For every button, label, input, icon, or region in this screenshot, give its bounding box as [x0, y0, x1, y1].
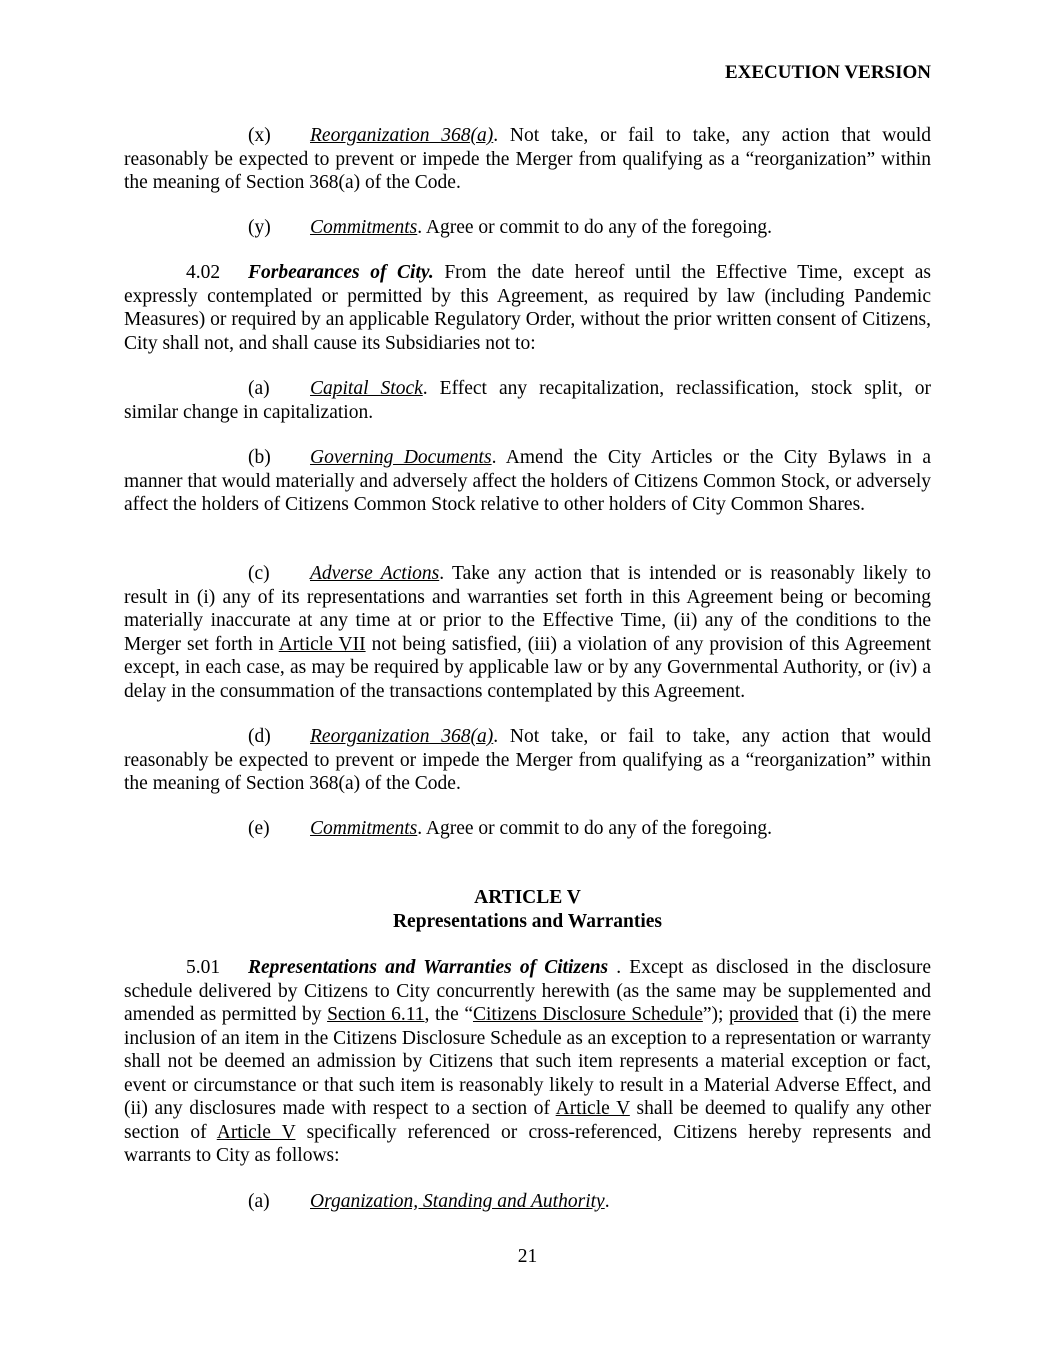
clause-b: (b) Governing Documents. Amend the City Articles or the City Bylaws in a manner that would materially and adversely affect the holders of Citizens Common Stock, or adversely affect the holders of Citizens Common Stock relative to other holders of City Common Shares. — [124, 447, 931, 515]
clause-5-01-a: (a) Organization, Standing and Authority. — [248, 1191, 610, 1212]
clause-heading: Organization, Standing and Authority — [310, 1191, 605, 1212]
clause-y: (y) Commitments. Agree or commit to do any of the foregoing. — [248, 217, 772, 238]
clause-heading: Capital Stock — [310, 378, 423, 399]
clause-heading: Commitments — [310, 818, 418, 839]
clause-d: (d) Reorganization 368(a). Not take, or fail to take, any action that would reasonably be expected to prevent or impede the Merger from qualifying as a “reorganization” within the meaning of Section 368(a) of the Code. — [124, 726, 931, 794]
clause-heading: Reorganization 368(a) — [310, 125, 494, 146]
provided-term: provided — [729, 1004, 799, 1025]
section-heading: Representations and Warranties of Citizens — [248, 957, 609, 978]
clause-e: (e) Commitments. Agree or commit to do any of the foregoing. — [248, 818, 772, 839]
article-subtitle: Representations and Warranties — [392, 910, 663, 932]
article-title: ARTICLE V — [474, 887, 581, 908]
section-4-02: 4.02 Forbearances of City. From the date hereof until the Effective Time, except as expressly contemplated or permitted by this Agreement, as required by law (including Pandemic Measures) or required by an applicable Regulatory Order, without the prior written consent of Citizens, City shall not, and shall cause its Subsidiaries not to: — [124, 262, 931, 354]
clause-c: (c) Adverse Actions. Take any action that is intended or is reasonably likely to result in (i) any of its representations and warranties set forth in this Agreement being or becoming materially inaccurate at any time at or prior to the Effective Time, (ii) any of the conditions to the Merger set forth in Article VII not being satisfied, (iii) a violation of any provision of this Agreement except, in each case, as may be required by applicable law or by any Governmental Authority, or (iv) a delay in the consummation of the transactions contemplated by this Agreement. — [124, 563, 932, 702]
section-5-01: 5.01 Representations and Warranties of Citizens . Except as disclosed in the disclosure schedule delivered by Citizens to City concurrently herewith (as the same may be supplemented and amended as permitted by Section 6.11, the “Citizens Disclosure Schedule”); provided that (i) the mere inclusion of an item in the Citizens Disclosure Schedule as an exception to a representation or warranty shall not be deemed an admission by Citizens that such item represents a material exception or fact, event or circumstance or that such item is reasonably likely to result in a Material Adverse Effect, and (ii) any disclosures made with respect to a section of Article V shall be deemed to qualify any other section of Article V specifically referenced or cross-referenced, Citizens hereby represents and warrants to City as follows: — [124, 957, 931, 1166]
clause-heading: Commitments — [310, 217, 418, 238]
clause-a: (a) Capital Stock. Effect any recapitalization, reclassification, stock split, or similar change in capitalization. — [124, 378, 931, 423]
section-6-11-link[interactable]: Section 6.11 — [327, 1004, 425, 1025]
clause-heading: Adverse Actions — [310, 563, 440, 584]
section-heading: Forbearances of City. — [248, 262, 434, 283]
article-vii-link[interactable]: Article VII — [278, 633, 366, 655]
clause-heading: Reorganization 368(a) — [310, 726, 494, 747]
clause-heading: Governing Documents — [310, 447, 492, 468]
article-heading — [124, 886, 931, 933]
page-number: 21 — [517, 1246, 538, 1267]
disclosure-schedule-term: Citizens Disclosure Schedule — [472, 1004, 703, 1025]
clause-x: (x) Reorganization 368(a). Not take, or fail to take, any action that would reasonably be expected to prevent or impede the Merger from qualifying as a “reorganization” within the meaning of Section 368(a) of the Code. — [124, 125, 931, 193]
article-v-link[interactable]: Article V — [555, 1098, 630, 1119]
article-v-link[interactable]: Article V — [216, 1121, 296, 1143]
execution-version-header: EXECUTION VERSION — [724, 62, 931, 83]
